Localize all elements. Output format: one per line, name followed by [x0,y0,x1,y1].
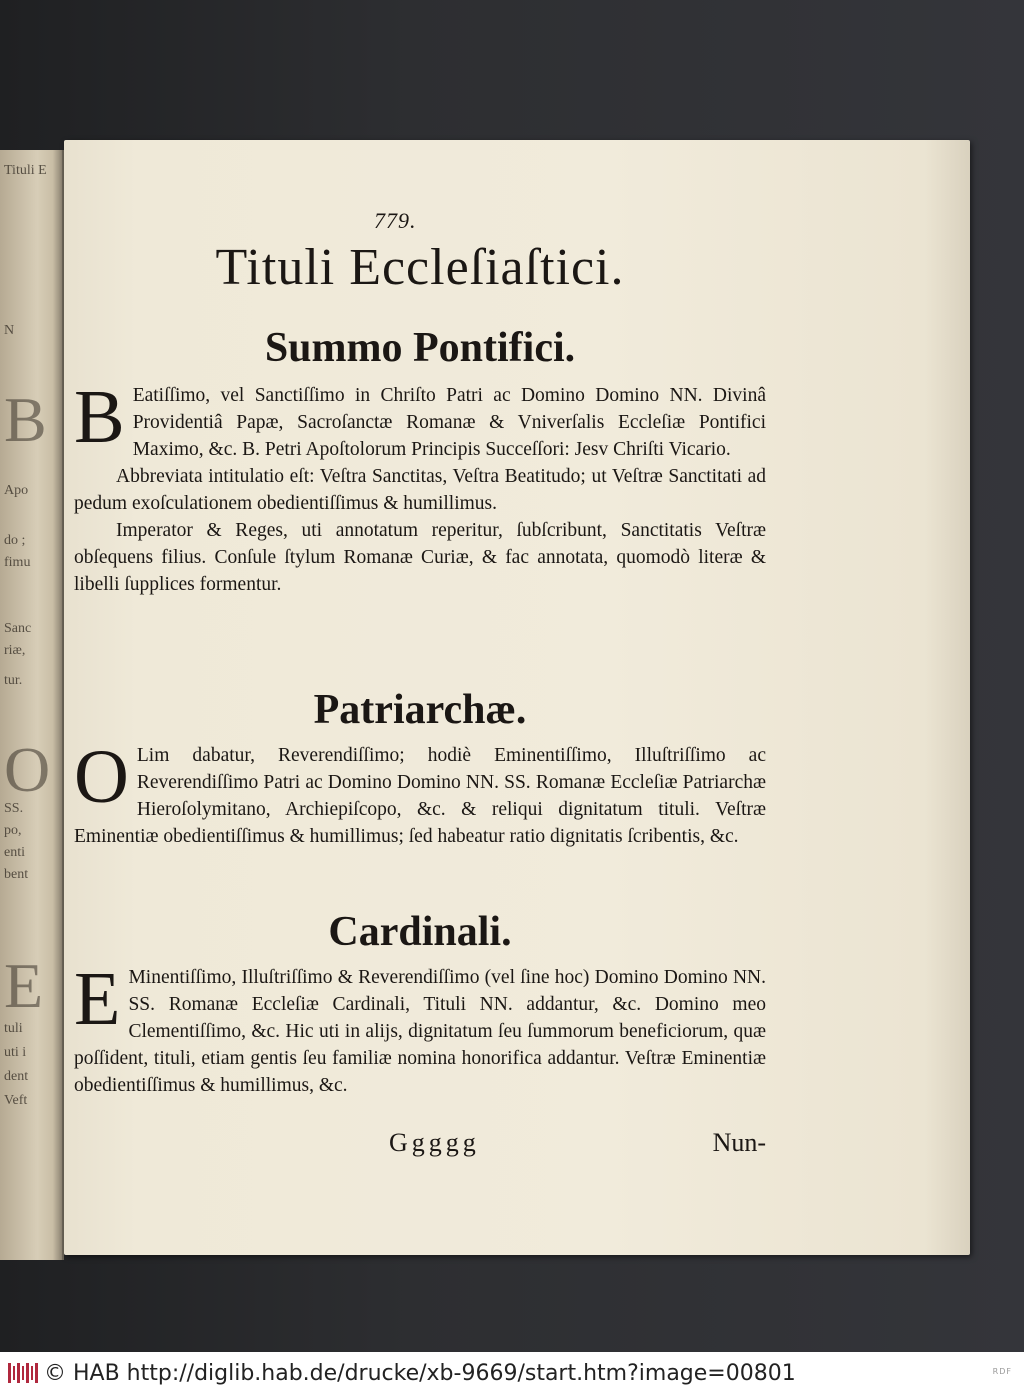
facing-fragment: po, [4,823,22,838]
signature-mark: Ggggg [389,1128,480,1157]
facing-fragment: fimu [4,555,31,570]
paragraph [74,735,766,850]
page-title: Tituli Eccleſiaſtici. [215,239,625,296]
facing-fragment: Veft [4,1093,28,1108]
paragraph [74,375,766,463]
book-page [64,140,970,1255]
facing-fragment: Tituli E [4,163,47,178]
copyright-text: © HAB http://diglib.hab.de/drucke/xb-9669/start.htm?image=00801 [44,1360,796,1386]
facing-fragment: tur. [4,673,23,688]
drop-cap: E [74,957,121,1041]
drop-cap: B [74,375,125,459]
facing-fragment: SS. [4,801,24,816]
facing-fragment: E [4,950,44,1021]
paragraph [74,957,766,1099]
section-patriarchae [74,686,766,850]
facing-fragment: riæ, [4,643,26,658]
facing-fragment: uti i [4,1045,27,1060]
facing-page-fragments [4,150,60,1260]
paragraph-text: Eatiſſimo, vel Sanctiſſimo in Chriſto Patri ac Domino Domino NN. Divinâ Providentiâ Papæ, Sacroſanctæ Romanæ & Vniverſalis Eccleſiæ Pontifici Maximo, &c. B. Petri Apoſtolorum Principis Succeſſori: Jesv Chriſti Vicario. [132,385,766,460]
section-summo-pontifici [74,324,766,598]
facing-fragment: enti [4,845,25,860]
facing-fragment: dent [4,1069,29,1084]
drop-cap: O [74,735,129,819]
facing-fragment: tuli [4,1021,23,1036]
section-cardinali [74,908,766,1099]
page-number: 779. [374,208,417,233]
facing-fragment: B [4,384,47,455]
facing-fragment: bent [4,867,29,882]
paragraph: Abbreviata intitulatio eſt: Veſtra Sanctitas, Veſtra Beatitudo; ut Veſtræ Sanctitati ad pedum exoſculationem obedientiſſimus & humillimus. [74,466,766,514]
facing-page-edge [0,150,64,1260]
facing-fragment: N [4,323,15,338]
section-heading: Summo Pontifici. [264,325,576,371]
hab-logo-icon [8,1361,38,1385]
copyright-bar [0,1352,1024,1394]
rdf-badge: RDF [992,1367,1012,1376]
facing-fragment: Sanc [4,621,32,636]
paragraph-text: Lim dabatur, Reverendiſſimo; hodiè Eminentiſſimo, Illuſtriſſimo ac Reverendiſſimo Patri ac Domino Domino NN. SS. Romanæ Eccleſiæ Patriarchæ Hieroſolymitano, Archiepiſcopo, &c. & reliqui dignitatum tituli. Veſtræ Eminentiæ obedientiſſimus & humillimus; ſed habeatur ratio dignitatis ſcribentis, &c. [74,745,766,847]
section-heading: Patriarchæ. [313,687,527,733]
facing-fragment: O [4,734,51,805]
paragraph-text: Minentiſſimo, Illuſtriſſimo & Reverendiſſimo (vel ſine hoc) Domino Domino NN. SS. Romanæ Eccleſiæ Cardinali, Tituli NN. addantur, &c. Domino meo Clementiſſimo, &c. Hic uti in alijs, dignitatum ſeu ſummorum beneficiorum, quæ poſſident, tituli, etiam gentis ſeu familiæ nomina honorifica addantur. Veſtræ Eminentiæ obedientiſſimus & humillimus, &c. [74,967,766,1096]
page-text-block [74,208,766,1308]
facing-fragment: Apo [4,483,29,498]
section-heading: Cardinali. [328,909,512,955]
catchword: Nun- [712,1128,766,1157]
facing-fragment: do ; [4,533,26,548]
paragraph: Imperator & Reges, uti annotatum reperitur, ſubſcribunt, Sanctitatis Veſtræ obſequens filius. Conſule ſtylum Romanæ Curiæ, & fac annotata, quomodò literæ & libelli ſupplices formentur. [74,520,766,595]
